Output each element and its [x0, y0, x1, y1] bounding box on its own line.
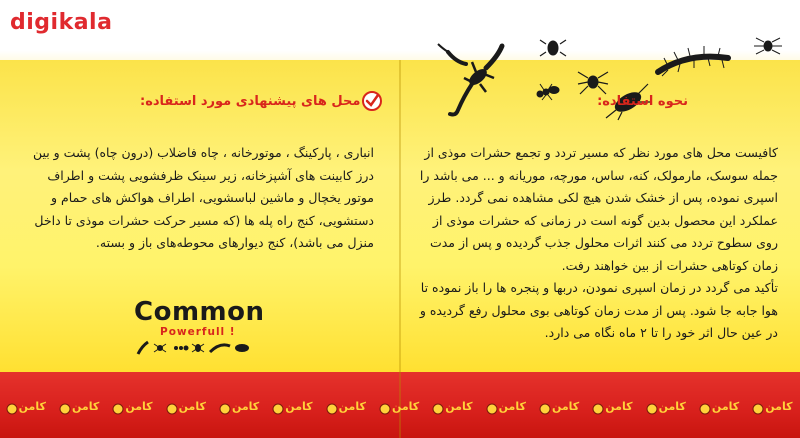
crosshair-icon	[218, 402, 232, 416]
crosshair-icon	[58, 402, 72, 416]
spider-icon	[154, 344, 166, 352]
footer-pattern-item	[431, 394, 475, 424]
footer-pattern	[0, 380, 800, 438]
footer-pattern-word: کامن	[551, 400, 580, 413]
crosshair-icon	[325, 402, 339, 416]
footer-pattern-word: کامن	[658, 400, 686, 413]
footer-pattern-word: کامن	[71, 400, 100, 413]
spider-icon	[754, 38, 782, 54]
footer-pattern-item	[58, 394, 102, 424]
footer-pattern-word: کامن	[711, 400, 740, 413]
left-paragraph: انباری ، پارکینگ ، موتورخانه ، چاه فاضلاب (درون چاه) پشت و بین درز کابینت های آشپزخانه، زیر سینک ظرفشویی پشت و اطراف موتور یخچال و ماشین لباسشویی، اطراف هواکش های حمام و دستشویی، کنج راه پله ها (که مسیر حرکت حشرات موذی تا داخل منزل می باشد)، کنج دیوارهای محوطه‌های باز و بسته.	[32, 145, 374, 250]
footer-pattern-word: کامن	[765, 400, 793, 413]
lizard-icon	[138, 342, 148, 354]
right-paragraph-1: کافیست محل های مورد نظر که مسیر تردد و تجمع حشرات موذی از جمله سوسک، مارمولک، کنه، ساس، مورچه، موریانه و ... می باشد را اسپری نموده، پس از خشک شدن هیچ لکی مشاهده نمی گردد. طرز عملکرد این محصول بدین گونه است در زمانی که حشرات موذی از روی سطوح تردد می کنند اثرات محلول جذب گردیده و پس از مدت زمان کوتاهی حشرات از بین خواهند رفت.	[419, 145, 778, 273]
footer-pattern-word: کامن	[231, 400, 260, 413]
mosquito-icon	[540, 40, 566, 56]
footer-pattern-item	[751, 394, 795, 424]
crosshair-icon	[698, 402, 712, 416]
crosshair-icon	[485, 402, 499, 416]
right-heading: نحوه استفاده:	[597, 94, 688, 109]
footer-pattern-word: کامن	[445, 400, 473, 413]
crosshair-icon	[271, 402, 285, 416]
footer-pattern-item	[218, 394, 262, 424]
footer-pattern-item	[111, 394, 155, 424]
centipede-icon	[210, 345, 230, 352]
crosshair-icon	[5, 402, 19, 416]
footer-pattern-word: کامن	[391, 400, 420, 413]
brand-logo	[134, 298, 264, 338]
brand-tagline: Powerfull !	[160, 326, 236, 338]
left-text-block	[26, 142, 374, 255]
footer-pattern-item	[5, 394, 49, 424]
footer-pattern-word: کامن	[125, 400, 153, 413]
lizard-icon	[438, 44, 466, 64]
crosshair-icon	[538, 402, 552, 416]
right-paragraph-2: تأکید می گردد در زمان اسپری نمودن، دربها و پنجره ها را باز نموده تا هوا جابه جا شود. پس از مدت زمان کوتاهی بوی محلول رفع گردیده و در عین حال اثر خود را تا ۲ ماه نگاه می دارد.	[419, 280, 778, 340]
footer-pattern-word: کامن	[338, 400, 366, 413]
footer-pattern-item	[271, 394, 315, 424]
brand-name: Common	[134, 297, 265, 327]
footer-pattern-item	[378, 394, 422, 424]
footer-pattern-item	[485, 394, 529, 424]
left-heading: محل های پیشنهادی مورد استفاده:	[140, 94, 361, 109]
footer-pattern-word: کامن	[498, 400, 526, 413]
mosquito-icon	[192, 344, 204, 352]
footer-pattern-item	[325, 394, 369, 424]
footer-pattern-word: کامن	[178, 400, 206, 413]
logo-text: digikala	[10, 10, 113, 35]
footer-pattern-item	[538, 394, 582, 424]
centipede-icon	[658, 46, 728, 76]
brand-bugs-strip	[134, 338, 254, 358]
cockroach-icon	[235, 344, 249, 352]
footer-pattern-item	[165, 394, 209, 424]
digikala-logo	[10, 10, 112, 35]
ant-icon	[174, 346, 189, 351]
crosshair-icon	[645, 402, 659, 416]
footer-pattern-word: کامن	[605, 400, 633, 413]
checkmark-icon	[361, 90, 383, 112]
crosshair-icon	[165, 402, 179, 416]
crosshair-icon	[378, 402, 392, 416]
crosshair-icon	[591, 402, 605, 416]
ant-icon	[537, 84, 559, 100]
crosshair-icon	[111, 402, 125, 416]
lizard-icon	[450, 46, 502, 115]
right-text-block	[418, 142, 778, 345]
footer-pattern-item	[645, 394, 689, 424]
crosshair-icon	[751, 402, 765, 416]
footer-pattern-word: کامن	[285, 400, 313, 413]
spider-icon	[578, 72, 608, 94]
footer-pattern-item	[591, 394, 635, 424]
crosshair-icon	[431, 402, 445, 416]
footer-pattern-item	[698, 394, 742, 424]
footer-pattern-word: کامن	[18, 400, 46, 413]
